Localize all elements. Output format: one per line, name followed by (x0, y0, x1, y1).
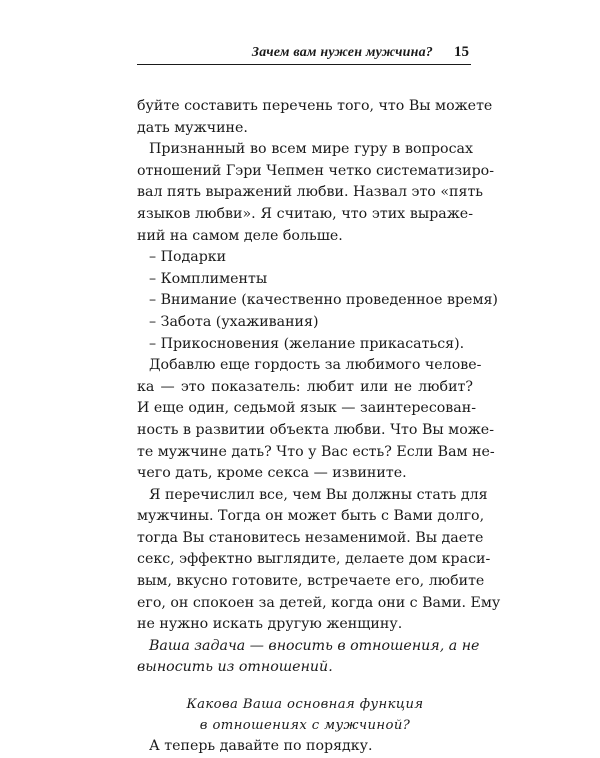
running-header (137, 40, 471, 68)
subheading-line: Какова Ваша основная функция (186, 697, 424, 713)
header-rule (137, 64, 471, 65)
text-line: вал пять выражений любви. Назвал это «пять (137, 184, 484, 201)
paragraph-4 (137, 485, 501, 636)
paragraph-2 (137, 139, 495, 247)
text-line: А теперь давайте по порядку. (149, 738, 373, 755)
text-line: Ваша задача — вносить в отношения, а не (149, 637, 480, 654)
list-item: – Комплименты (149, 270, 268, 287)
text-line: Признанный во всем мире гуру в вопросах (149, 141, 473, 158)
subheading-line: в отношениях с мужчиной? (199, 718, 411, 734)
text-line: тогда Вы становитесь незаменимой. Вы даете (137, 529, 484, 546)
text-line: И еще один, седьмой язык — заинтересован- (137, 400, 476, 417)
text-line: ний на самом деле больше. (137, 227, 343, 244)
text-line: Я перечислил все, чем Вы должны стать для (149, 486, 488, 503)
text-line: Добавлю еще гордость за любимого челове- (149, 357, 482, 374)
text-line: отношений Гэри Чепмен четко систематизиро- (137, 162, 495, 179)
text-line: вым, вкусно готовите, встречаете его, любите (137, 573, 485, 590)
text-line: выносить из отношений. (137, 659, 333, 676)
page-number: 15 (454, 44, 469, 60)
text-line: буйте составить перечень того, что Вы можете (137, 98, 493, 114)
text-line: мужчины. Тогда он может быть с Вами долго, (137, 508, 485, 525)
section-subheading (137, 694, 473, 736)
paragraph-3 (137, 355, 495, 485)
text-line: ность в развитии объекта любви. Что Вы може- (137, 421, 494, 438)
text-line: языков любви». Я считаю, что этих выраже- (137, 205, 473, 222)
text-line: секс, эффектно выглядите, делаете дом краси- (137, 551, 491, 568)
text-line: его, он спокоен за детей, когда они с Вами. Ему (137, 594, 501, 611)
text-line: чего дать, кроме секса — извините. (137, 465, 407, 482)
running-header-title: Зачем вам нужен мужчина? (251, 45, 433, 60)
text-line: ка — это показатель: любит или не любит? (137, 378, 473, 395)
list-item: – Прикосновения (желание прикасаться). (149, 335, 465, 352)
paragraph-1 (137, 96, 493, 139)
page-body (137, 96, 501, 758)
list-item: – Внимание (качественно проведенное время) (149, 292, 498, 309)
list-item: – Забота (ухаживания) (149, 313, 319, 330)
text-line: дать мужчине. (137, 119, 248, 136)
emphasis-paragraph (137, 636, 480, 679)
love-languages-list (137, 247, 498, 355)
list-item: – Подарки (149, 249, 227, 266)
text-line: не нужно искать другую женщину. (137, 616, 403, 633)
paragraph-6 (137, 736, 473, 758)
text-line: те мужчине дать? Что у Вас есть? Если Вам не- (137, 443, 495, 460)
